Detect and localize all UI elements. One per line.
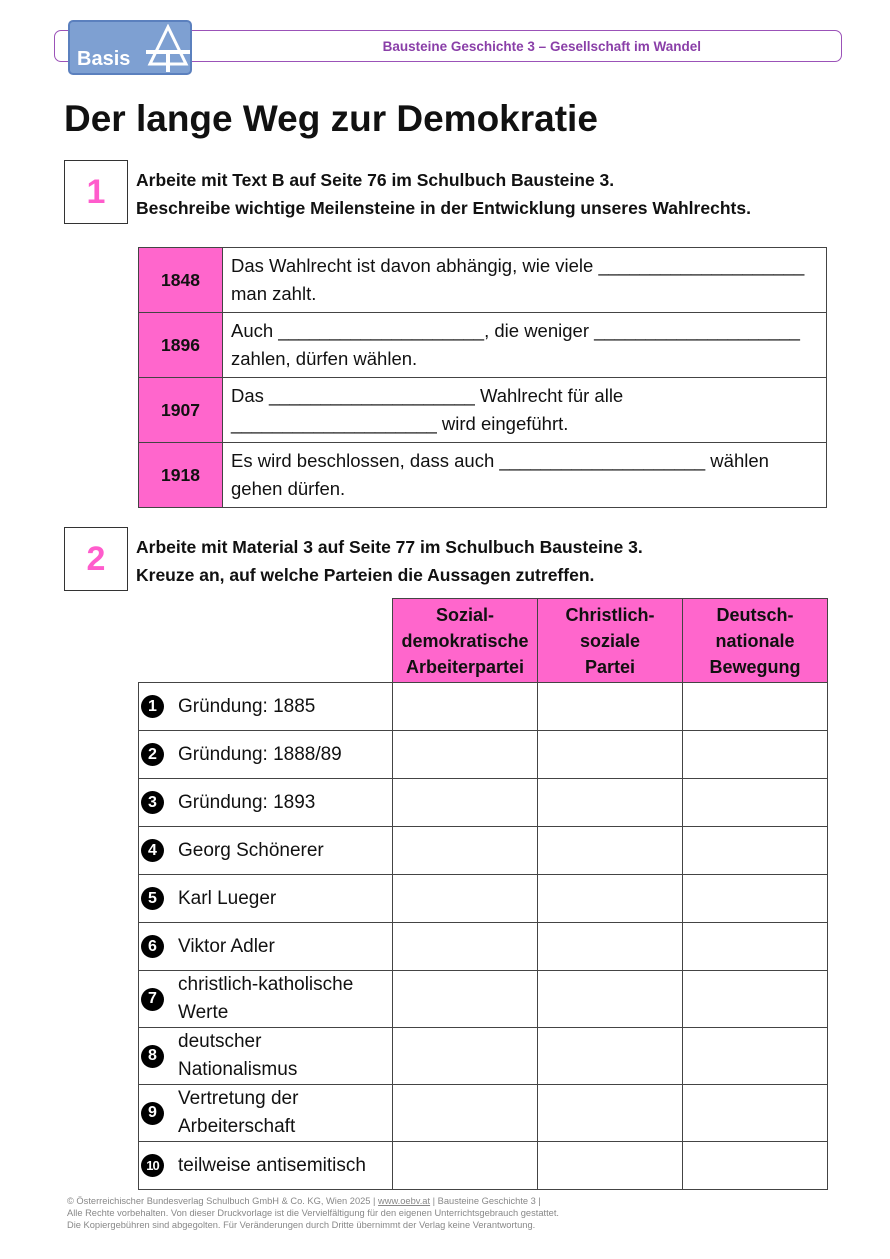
checkbox-cell[interactable] bbox=[393, 971, 538, 1028]
statement-text: Vertretung der Arbeiterschaft bbox=[178, 1088, 299, 1137]
page-title: Der lange Weg zur Demokratie bbox=[64, 98, 598, 139]
statement-text: deutscher Nationalismus bbox=[178, 1031, 298, 1080]
checkbox-cell[interactable] bbox=[683, 683, 828, 731]
table-row bbox=[139, 443, 827, 508]
checkbox-cell[interactable] bbox=[393, 827, 538, 875]
statement-cell bbox=[139, 875, 393, 923]
checkbox-cell[interactable] bbox=[683, 1028, 828, 1085]
checkbox-cell[interactable] bbox=[683, 923, 828, 971]
publisher-link[interactable]: www.oebv.at bbox=[378, 1196, 431, 1206]
table-row bbox=[139, 779, 828, 827]
checkbox-cell[interactable] bbox=[538, 971, 683, 1028]
footer-line-3: Die Kopiergebühren sind abgegolten. Für Veränderungen durch Dritte übernimmt der Verlag keine Verantwortung. bbox=[67, 1220, 536, 1230]
number-badge: 8 bbox=[141, 1045, 164, 1068]
table-row bbox=[139, 731, 828, 779]
checkbox-cell[interactable] bbox=[683, 875, 828, 923]
task-1-instructions bbox=[136, 166, 751, 222]
task-1-number: 1 bbox=[64, 160, 128, 224]
basis-logo bbox=[68, 20, 192, 75]
footer-text: © Österreichischer Bundesverlag Schulbuch GmbH & Co. KG, Wien 2025 | bbox=[67, 1196, 379, 1206]
year-cell: 1918 bbox=[139, 443, 223, 508]
statement-cell bbox=[139, 1085, 393, 1142]
header-line: Christlich- bbox=[565, 604, 655, 625]
header-line: nationale bbox=[715, 630, 795, 651]
header-line: Arbeiterpartei bbox=[405, 656, 525, 677]
statement-cell bbox=[139, 779, 393, 827]
table-row bbox=[139, 923, 828, 971]
statement-cell bbox=[139, 827, 393, 875]
statement-text: teilweise antisemitisch bbox=[178, 1154, 366, 1176]
footer-line-1 bbox=[67, 1195, 559, 1207]
year-cell: 1848 bbox=[139, 248, 223, 313]
year-cell: 1896 bbox=[139, 313, 223, 378]
table-row bbox=[139, 313, 827, 378]
number-badge: 1 bbox=[141, 695, 164, 718]
table-row bbox=[139, 1085, 828, 1142]
number-badge: 9 bbox=[141, 1102, 164, 1125]
number-badge: 3 bbox=[141, 791, 164, 814]
checkbox-cell[interactable] bbox=[393, 875, 538, 923]
header-line: Partei bbox=[584, 656, 636, 677]
checkbox-cell[interactable] bbox=[538, 827, 683, 875]
statement-text: Karl Lueger bbox=[178, 887, 277, 909]
party-header-row bbox=[139, 599, 828, 683]
header-line: Deutsch- bbox=[716, 604, 794, 625]
number-badge: 7 bbox=[141, 988, 164, 1011]
checkbox-cell[interactable] bbox=[538, 1085, 683, 1142]
checkbox-cell[interactable] bbox=[393, 1028, 538, 1085]
checkbox-cell[interactable] bbox=[393, 923, 538, 971]
table-row bbox=[139, 875, 828, 923]
checkbox-cell[interactable] bbox=[683, 731, 828, 779]
table-row bbox=[139, 1142, 828, 1190]
checkbox-cell[interactable] bbox=[538, 1028, 683, 1085]
statement-cell bbox=[139, 731, 393, 779]
checkbox-cell[interactable] bbox=[538, 875, 683, 923]
statement-cell bbox=[139, 1028, 393, 1085]
table-row bbox=[139, 378, 827, 443]
footer-line-2: Alle Rechte vorbehalten. Von dieser Druckvorlage ist die Vervielfältigung für den eigenen Unterrichtsgebrauch gestattet. bbox=[67, 1208, 559, 1218]
statement-text: Viktor Adler bbox=[178, 935, 275, 957]
checkbox-cell[interactable] bbox=[538, 923, 683, 971]
task-2-number: 2 bbox=[64, 527, 128, 591]
checkbox-cell[interactable] bbox=[683, 779, 828, 827]
table-row bbox=[139, 971, 828, 1028]
footer-text: | Bausteine Geschichte 3 | bbox=[430, 1196, 541, 1206]
checkbox-cell[interactable] bbox=[393, 683, 538, 731]
checkbox-cell[interactable] bbox=[538, 779, 683, 827]
statement-cell bbox=[139, 683, 393, 731]
logo-text: Basis bbox=[77, 48, 131, 70]
task-2-instructions bbox=[136, 533, 643, 589]
milestones-table bbox=[138, 247, 827, 508]
year-cell: 1907 bbox=[139, 378, 223, 443]
header-spacer bbox=[139, 599, 393, 683]
checkbox-cell[interactable] bbox=[393, 779, 538, 827]
number-badge: 4 bbox=[141, 839, 164, 862]
checkbox-cell[interactable] bbox=[538, 683, 683, 731]
statement-cell bbox=[139, 971, 393, 1028]
table-row bbox=[139, 248, 827, 313]
cloze-text[interactable]: Auch ____________________, die weniger ____________________ zahlen, dürfen wählen. bbox=[223, 313, 827, 378]
copyright-footer bbox=[67, 1195, 559, 1231]
checkbox-cell[interactable] bbox=[538, 731, 683, 779]
statement-text: Georg Schönerer bbox=[178, 839, 324, 861]
task-2-line-2: Kreuze an, auf welche Parteien die Aussagen zutreffen. bbox=[136, 565, 595, 585]
checkbox-cell[interactable] bbox=[683, 827, 828, 875]
cloze-text[interactable]: Das ____________________ Wahlrecht für alle ____________________ wird eingeführt. bbox=[223, 378, 827, 443]
task-1-line-1: Arbeite mit Text B auf Seite 76 im Schulbuch Bausteine 3. bbox=[136, 170, 615, 190]
number-badge: 5 bbox=[141, 887, 164, 910]
task-1-line-2: Beschreibe wichtige Meilensteine in der Entwicklung unseres Wahlrechts. bbox=[136, 198, 751, 218]
column-header-dnb bbox=[683, 599, 828, 683]
number-badge: 6 bbox=[141, 935, 164, 958]
column-header-sdap bbox=[393, 599, 538, 683]
header-line: demokratische bbox=[401, 630, 529, 651]
statement-text: Gründung: 1888/89 bbox=[178, 743, 342, 765]
checkbox-cell[interactable] bbox=[393, 1142, 538, 1190]
party-table bbox=[138, 598, 828, 1190]
table-row bbox=[139, 827, 828, 875]
checkbox-cell[interactable] bbox=[538, 1142, 683, 1190]
statement-cell bbox=[139, 1142, 393, 1190]
series-title: Bausteine Geschichte 3 – Gesellschaft im Wandel bbox=[382, 39, 701, 54]
statement-cell bbox=[139, 923, 393, 971]
checkbox-cell[interactable] bbox=[393, 1085, 538, 1142]
column-header-csp bbox=[538, 599, 683, 683]
checkbox-cell[interactable] bbox=[393, 731, 538, 779]
number-badge: 2 bbox=[141, 743, 164, 766]
number-badge: 10 bbox=[141, 1154, 164, 1177]
header-line: Sozial- bbox=[435, 604, 494, 625]
cloze-text[interactable]: Das Wahlrecht ist davon abhängig, wie viele ____________________ man zahlt. bbox=[223, 248, 827, 313]
header-line: Bewegung bbox=[709, 656, 801, 677]
statement-text: Gründung: 1885 bbox=[178, 695, 316, 717]
checkbox-cell[interactable] bbox=[683, 1142, 828, 1190]
header-line: soziale bbox=[579, 630, 641, 651]
table-row bbox=[139, 683, 828, 731]
table-row bbox=[139, 1028, 828, 1085]
cloze-text[interactable]: Es wird beschlossen, dass auch ____________________ wählen gehen dürfen. bbox=[223, 443, 827, 508]
pyramid-logo-icon bbox=[146, 24, 190, 74]
statement-text: christlich-katholische Werte bbox=[178, 974, 354, 1023]
checkbox-cell[interactable] bbox=[683, 1085, 828, 1142]
checkbox-cell[interactable] bbox=[683, 971, 828, 1028]
statement-text: Gründung: 1893 bbox=[178, 791, 316, 813]
task-2-line-1: Arbeite mit Material 3 auf Seite 77 im Schulbuch Bausteine 3. bbox=[136, 537, 643, 557]
